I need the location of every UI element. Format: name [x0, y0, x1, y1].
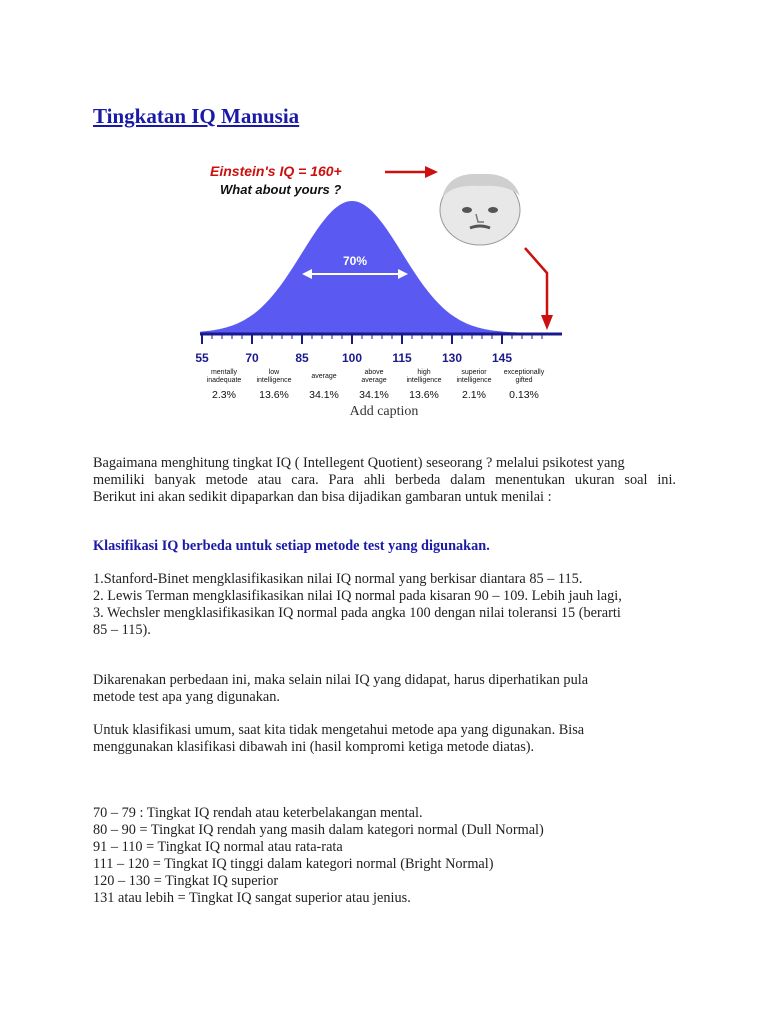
list-item: 70 – 79 : Tingkat IQ rendah atau keterbelakangan mental.	[93, 805, 423, 821]
einstein-portrait-icon	[440, 174, 520, 245]
figure-caption: Add caption	[349, 404, 419, 419]
tick-labels	[195, 351, 512, 365]
category-percent: 34.1%	[309, 389, 339, 401]
list-item: 80 – 90 = Tingkat IQ rendah yang masih dalam kategori normal (Dull Normal)	[93, 822, 544, 838]
intro-line: Bagaimana menghitung tingkat IQ ( Intellegent Quotient) seseorang ? melalui psikotest yang	[93, 455, 625, 471]
category-label: average	[311, 373, 337, 380]
section-heading: Klasifikasi IQ berbeda untuk setiap metode test yang digunakan.	[93, 538, 490, 554]
category-label: intelligence	[406, 377, 442, 384]
tick-label: 145	[491, 351, 513, 365]
iq-range-list	[93, 805, 676, 907]
intro-paragraph	[93, 455, 676, 506]
category-labels	[207, 369, 545, 401]
portrait-arrow	[525, 248, 547, 315]
intro-line: memiliki banyak metode atau cara. Para ahli berbeda dalam menentukan ukuran soal ini.	[93, 472, 676, 488]
category-label: average	[361, 377, 387, 384]
category-label: mentally	[210, 369, 238, 376]
category-label: inadequate	[206, 377, 242, 384]
list-item: 111 – 120 = Tingkat IQ tinggi dalam kategori normal (Bright Normal)	[93, 856, 494, 872]
list-item: 85 – 115).	[93, 622, 151, 638]
intro-line: Berikut ini akan sedikit dipaparkan dan bisa dijadikan gambaran untuk menilai :	[93, 489, 552, 505]
tick-label: 100	[341, 351, 363, 365]
category-label: intelligence	[456, 377, 492, 384]
tick-label: 130	[441, 351, 463, 365]
category-percent: 0.13%	[509, 389, 539, 401]
tick-label: 115	[392, 351, 412, 365]
note-paragraph-2	[93, 722, 676, 756]
category-label: gifted	[515, 377, 533, 384]
page-title[interactable]: Tingkatan IQ Manusia	[93, 104, 300, 128]
list-item: 3. Wechsler mengklasifikasikan IQ normal pada angka 100 dengan nilai toleransi 15 (berarti	[93, 605, 621, 621]
portrait-arrow-head	[541, 315, 553, 330]
category-label: superior	[461, 369, 487, 376]
category-percent: 2.3%	[212, 389, 236, 401]
category-label: high	[417, 369, 431, 376]
list-item: 131 atau lebih = Tingkat IQ sangat superior atau jenius.	[93, 890, 411, 906]
category-percent: 13.6%	[409, 389, 439, 401]
note-paragraph-1	[93, 672, 676, 706]
category-label: exceptionally	[503, 369, 545, 376]
figure-headline: Einstein's IQ = 160+	[210, 163, 342, 179]
headline-arrow-head	[425, 166, 438, 178]
list-item: 91 – 110 = Tingkat IQ normal atau rata-rata	[93, 839, 343, 855]
category-label: above	[364, 369, 384, 376]
note-line: metode test apa yang digunakan.	[93, 689, 280, 705]
category-percent: 2.1%	[462, 389, 486, 401]
tick-label: 55	[195, 351, 209, 365]
list-item: 2. Lewis Terman mengklasifikasikan nilai IQ normal pada kisaran 90 – 109. Lebih jauh lagi,	[93, 588, 622, 604]
center-label: 70%	[342, 254, 368, 268]
category-label: low	[268, 369, 280, 376]
iq-bell-curve-figure	[190, 150, 580, 402]
list-item: 1.Stanford-Binet mengklasifikasikan nilai IQ normal yang berkisar diantara 85 – 115.	[93, 571, 583, 587]
note-line: Untuk klasifikasi umum, saat kita tidak mengetahui metode apa yang digunakan. Bisa	[93, 722, 585, 738]
category-percent: 34.1%	[359, 389, 389, 401]
tick-label: 70	[245, 351, 259, 365]
note-line: menggunakan klasifikasi dibawah ini (hasil kompromi ketiga metode diatas).	[93, 739, 535, 755]
tick-label: 85	[295, 351, 309, 365]
category-percent: 13.6%	[259, 389, 289, 401]
list-item: 120 – 130 = Tingkat IQ superior	[93, 873, 279, 889]
note-line: Dikarenakan perbedaan ini, maka selain nilai IQ yang didapat, harus diperhatikan pula	[93, 672, 589, 688]
figure-subline: What about yours ?	[220, 182, 342, 197]
methods-list	[93, 571, 676, 639]
category-label: intelligence	[256, 377, 292, 384]
